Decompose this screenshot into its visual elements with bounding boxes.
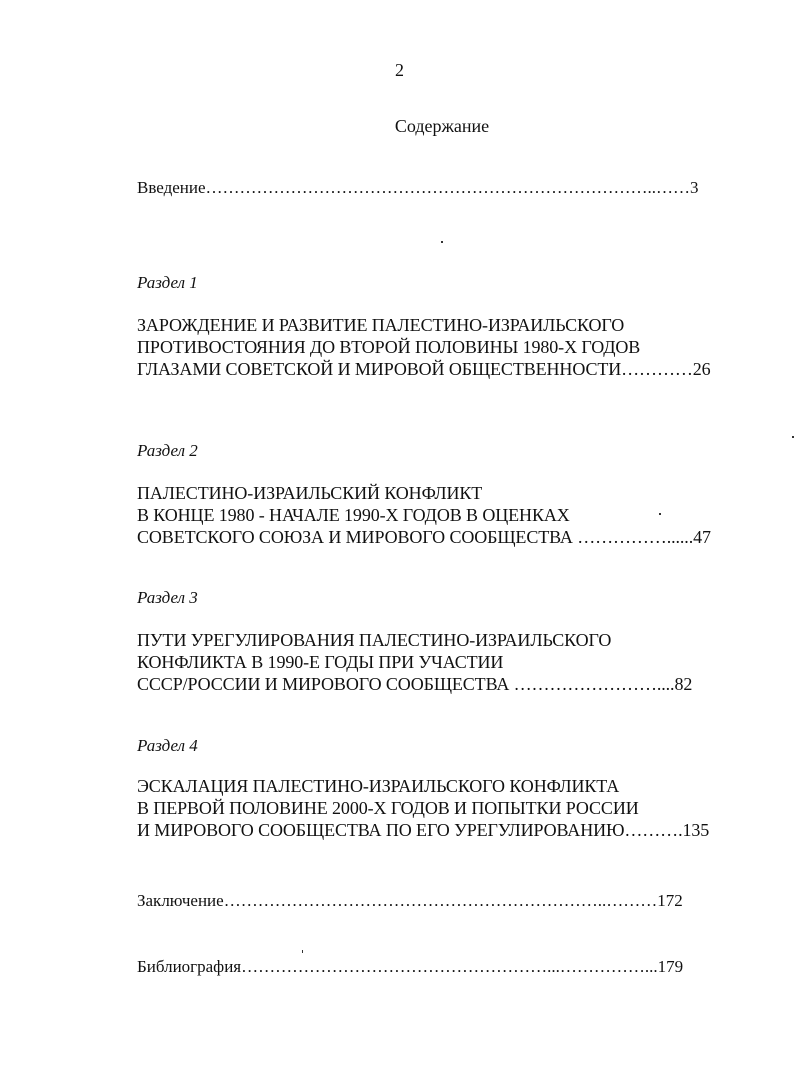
- section-2-title-line-1: ПАЛЕСТИНО-ИЗРАИЛЬСКИЙ КОНФЛИКТ: [137, 483, 483, 503]
- section-2-title-line-3: СОВЕТСКОГО СОЮЗА И МИРОВОГО СООБЩЕСТВА ……………......47: [137, 527, 711, 547]
- section-4-title-line-2: В ПЕРВОЙ ПОЛОВИНЕ 2000-Х ГОДОВ И ПОПЫТКИ РОССИИ: [137, 798, 639, 818]
- toc-entry-conclusion: Заключение…………………………………………………………..………172: [137, 891, 683, 910]
- section-3-title-line-3: СССР/РОССИИ И МИРОВОГО СООБЩЕСТВА ……………………....82: [137, 674, 693, 694]
- section-4-label: Раздел 4: [137, 736, 198, 755]
- scan-speck: [302, 950, 303, 953]
- scan-speck: [659, 513, 661, 515]
- toc-entry-bibliography: Библиография………………………………………………...……………...179: [137, 957, 684, 976]
- section-1-title-line-2: ПРОТИВОСТОЯНИЯ ДО ВТОРОЙ ПОЛОВИНЫ 1980-Х ГОДОВ: [137, 337, 641, 357]
- section-1-title: [137, 314, 711, 380]
- section-4-title: [137, 775, 709, 841]
- scan-speck: [441, 241, 443, 243]
- section-2-label: Раздел 2: [137, 441, 198, 460]
- section-2-title-line-2: В КОНЦЕ 1980 - НАЧАЛЕ 1990-Х ГОДОВ В ОЦЕНКАХ: [137, 505, 570, 525]
- toc-title: Содержание: [394, 116, 490, 136]
- section-3-title-line-1: ПУТИ УРЕГУЛИРОВАНИЯ ПАЛЕСТИНО-ИЗРАИЛЬСКОГО: [137, 630, 612, 650]
- page-number: 2: [395, 60, 404, 80]
- section-3-title: [137, 629, 692, 695]
- scan-speck: [792, 436, 794, 438]
- section-1-label: Раздел 1: [137, 273, 198, 292]
- section-3-label: Раздел 3: [137, 588, 198, 607]
- section-1-title-line-3: ГЛАЗАМИ СОВЕТСКОЙ И МИРОВОЙ ОБЩЕСТВЕННОСТИ…………26: [137, 359, 711, 379]
- toc-entry-introduction: Введение……………………………………………………………………..……3: [137, 178, 699, 197]
- section-1-title-line-1: ЗАРОЖДЕНИЕ И РАЗВИТИЕ ПАЛЕСТИНО-ИЗРАИЛЬСКОГО: [137, 315, 625, 335]
- section-4-title-line-1: ЭСКАЛАЦИЯ ПАЛЕСТИНО-ИЗРАИЛЬСКОГО КОНФЛИКТА: [137, 776, 620, 796]
- section-2-title: [137, 482, 711, 548]
- section-3-title-line-2: КОНФЛИКТА В 1990-Е ГОДЫ ПРИ УЧАСТИИ: [137, 652, 504, 672]
- section-4-title-line-3: И МИРОВОГО СООБЩЕСТВА ПО ЕГО УРЕГУЛИРОВАНИЮ……….135: [137, 820, 710, 840]
